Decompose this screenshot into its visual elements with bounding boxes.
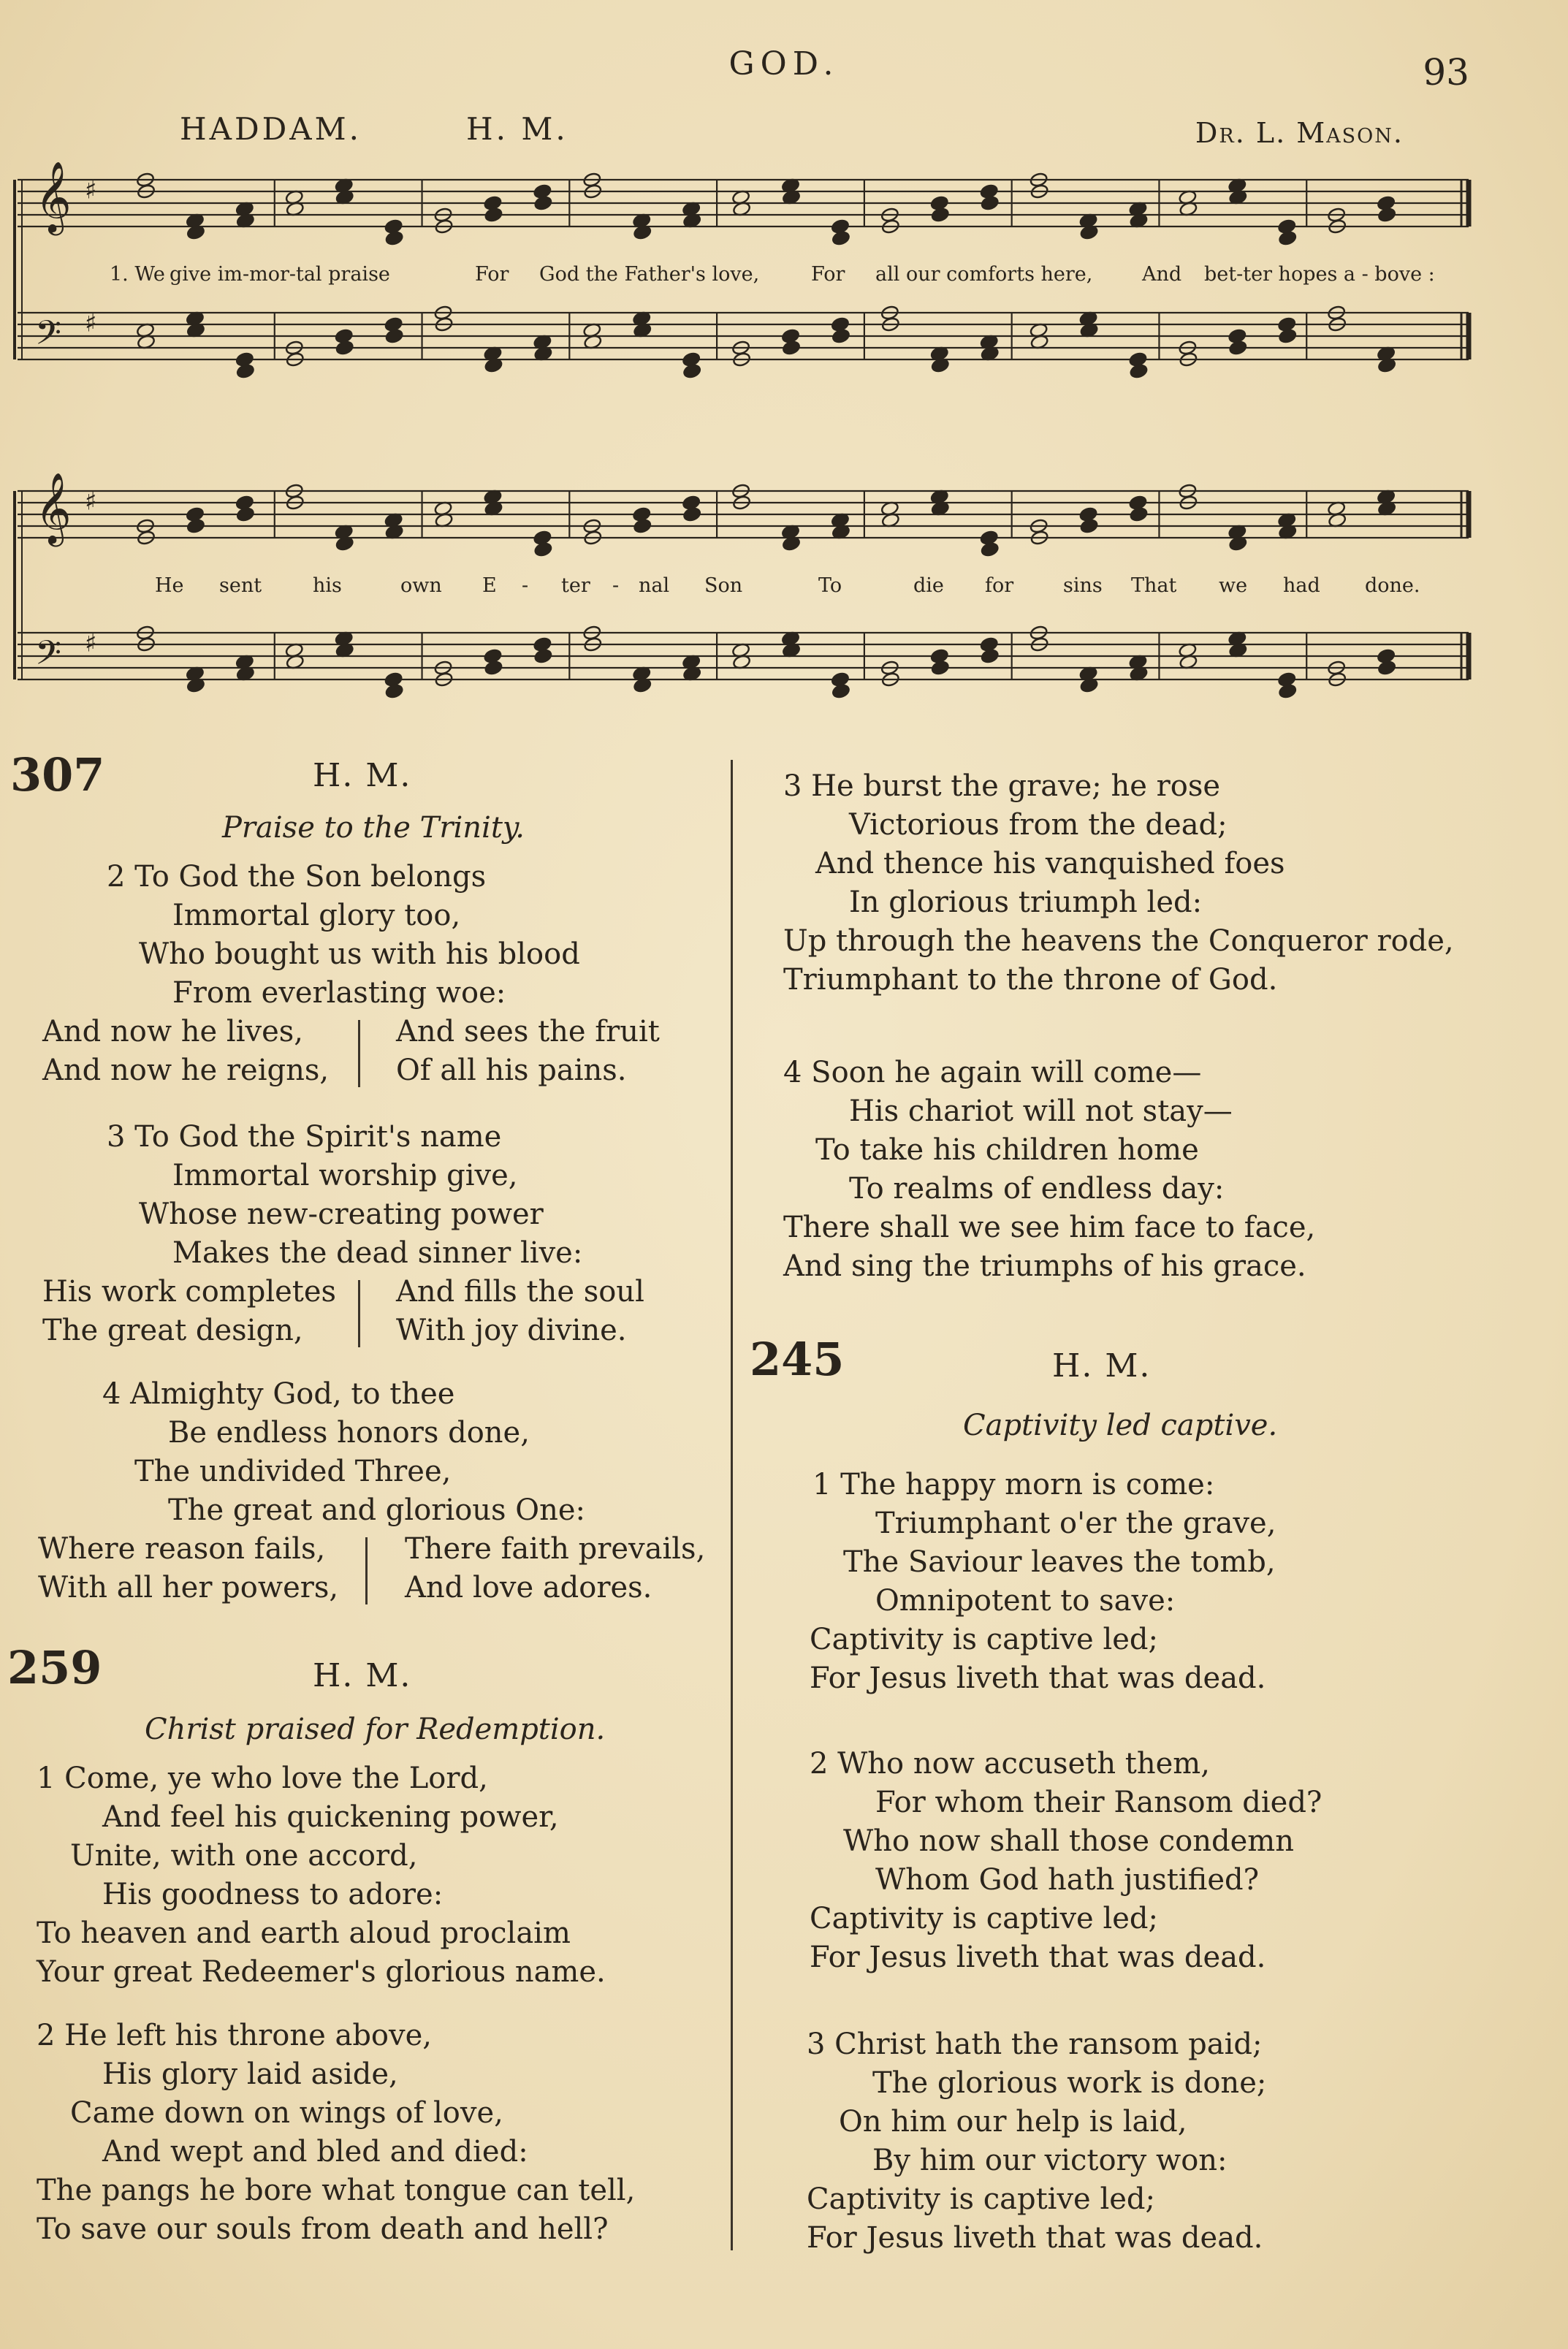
note-head [385, 328, 404, 344]
verse-line: Immortal glory too, [172, 899, 461, 932]
verse-line: To realms of endless day: [849, 1172, 1225, 1206]
note-head [1377, 207, 1396, 223]
note-head [385, 230, 404, 246]
tune-meter: H. M. [466, 111, 568, 147]
lyric-word: 1. We [110, 263, 165, 286]
couplet-divider [358, 1280, 360, 1347]
verse-line: 3 To God the Spirit's name [107, 1120, 502, 1154]
verse-line: Makes the dead sinner live: [172, 1236, 583, 1270]
verse-line: Who bought us with his blood [139, 937, 580, 971]
lyric-word: sins [1063, 574, 1103, 597]
bass-clef-icon: 𝄢 [35, 313, 62, 361]
verse-line: His glory laid aside, [102, 2057, 398, 2091]
verse-line: Who now shall those condemn [843, 1824, 1294, 1858]
verse-line: And feel his quickening power, [102, 1800, 559, 1834]
note-head [931, 660, 950, 676]
note-head [682, 363, 701, 379]
verse-line: 3 Christ hath the ransom paid; [807, 2028, 1263, 2061]
note-head [831, 230, 850, 246]
hymn-meter: H. M. [313, 1657, 412, 1694]
composer: Dr. L. Mason. [1195, 117, 1404, 149]
hymn-number: 259 [7, 1641, 102, 1694]
lyric-word: He [155, 574, 184, 597]
note-head [533, 541, 552, 557]
verse-line: 2 He left his throne above, [37, 2019, 432, 2052]
verse-line: And sees the fruit [396, 1015, 660, 1048]
lyric-word: had [1283, 574, 1320, 597]
verse-line: With joy divine. [396, 1314, 627, 1347]
lyric-word: all our comforts here, [875, 263, 1093, 286]
verse-line: Captivity is captive led; [810, 1902, 1158, 1935]
note-head [782, 340, 801, 356]
note-head [484, 207, 503, 223]
lyric-word: For [475, 263, 509, 286]
verse-line: For Jesus liveth that was dead. [810, 1661, 1266, 1695]
tune-name: HADDAM. [180, 111, 362, 147]
lyric-word: nal [639, 574, 670, 597]
verse-line: For Jesus liveth that was dead. [810, 1941, 1266, 1974]
verse-line: By him our victory won: [872, 2144, 1228, 2177]
verse-line: For Jesus liveth that was dead. [807, 2221, 1263, 2255]
note-head [1377, 660, 1396, 676]
verse-line: For whom their Ransom died? [875, 1786, 1322, 1819]
verse-line: And now he reigns, [42, 1054, 330, 1087]
verse-line: The undivided Three, [134, 1455, 452, 1488]
verse-line: The Saviour leaves the tomb, [843, 1545, 1276, 1579]
verse-line: Triumphant to the throne of God. [783, 963, 1278, 997]
verse-line: His work completes [42, 1275, 337, 1309]
verse-line: With all her powers, [38, 1571, 339, 1604]
verse-line: From everlasting woe: [172, 976, 506, 1010]
verse-line: 3 He burst the grave; he rose [783, 769, 1221, 803]
couplet-divider [365, 1537, 368, 1604]
verse-line: Captivity is captive led; [807, 2182, 1155, 2216]
verse-line: To heaven and earth aloud proclaim [37, 1916, 571, 1950]
verse-line: The glorious work is done; [872, 2066, 1267, 2100]
note-head [682, 506, 701, 522]
lyric-word: give im-mor-tal praise [170, 263, 390, 286]
note-head [236, 506, 255, 522]
verse-line: Whom God hath justified? [875, 1863, 1260, 1897]
verse-line: There shall we see him face to face, [783, 1211, 1316, 1244]
verse-line: The great and glorious One: [168, 1493, 585, 1527]
verse-line: The pangs he bore what tongue can tell, [37, 2174, 636, 2207]
verse-line: Came down on wings of love, [70, 2096, 503, 2130]
verse-line: And fills the soul [396, 1275, 644, 1309]
verse-line: Your great Redeemer's glorious name. [37, 1955, 606, 1989]
verse-line: Immortal worship give, [172, 1159, 518, 1192]
sharp-icon: ♯ [85, 175, 97, 205]
sharp-icon: ♯ [85, 628, 97, 658]
verse-line: Whose new-creating power [139, 1198, 544, 1231]
verse-line: Of all his pains. [396, 1054, 627, 1087]
verse-line: On him our help is laid, [839, 2105, 1187, 2139]
hymn-subtitle: Praise to the Trinity. [222, 811, 525, 845]
bass-clef-icon: 𝄢 [35, 633, 62, 681]
verse-line: And now he lives, [42, 1015, 304, 1048]
hymn-subtitle: Captivity led captive. [963, 1409, 1278, 1442]
note-head [981, 541, 1000, 557]
note-head [1130, 363, 1149, 379]
treble-clef-icon: 𝄞 [35, 472, 72, 544]
lyric-word: die [913, 574, 944, 597]
verse-line: And love adores. [405, 1571, 652, 1604]
verse-line: 2 Who now accuseth them, [810, 1747, 1210, 1781]
verse-line: Victorious from the dead; [849, 808, 1228, 842]
lyric-word: for [985, 574, 1014, 597]
verse-line: And wept and bled and died: [102, 2135, 528, 2169]
page-number: 93 [1423, 51, 1469, 94]
lyric-word: done. [1365, 574, 1420, 597]
verse-line: To take his children home [815, 1133, 1199, 1167]
note-head [1278, 328, 1297, 344]
couplet-divider [358, 1020, 360, 1087]
lyric-word: his [313, 574, 342, 597]
lyric-word: That [1131, 574, 1177, 597]
note-head [981, 648, 1000, 664]
verse-line: Captivity is captive led; [810, 1623, 1158, 1656]
verse-line: To save our souls from death and hell? [37, 2212, 609, 2246]
note-head [1080, 518, 1099, 534]
note-head [533, 648, 552, 664]
lyric-word: sent [219, 574, 262, 597]
lyric-word: E [482, 574, 497, 597]
verse-line: Where reason fails, [38, 1532, 326, 1566]
verse-line: The great design, [42, 1314, 303, 1347]
verse-line: Unite, with one accord, [70, 1839, 418, 1873]
sharp-icon: ♯ [85, 487, 97, 517]
note-head [1228, 340, 1247, 356]
note-head [385, 683, 404, 699]
note-head [335, 340, 354, 356]
note-head [484, 660, 503, 676]
verse-line: 4 Soon he again will come— [783, 1056, 1202, 1089]
verse-line: Triumphant o'er the grave, [875, 1507, 1276, 1540]
note-head [186, 518, 205, 534]
note-head [831, 683, 850, 699]
hymn-meter: H. M. [1052, 1347, 1152, 1385]
note-head [1278, 683, 1297, 699]
note-head [633, 518, 652, 534]
verse-line: And sing the triumphs of his grace. [783, 1249, 1306, 1283]
lyric-word: Son [704, 574, 743, 597]
verse-line: Be endless honors done, [168, 1416, 530, 1450]
verse-line: 2 To God the Son belongs [107, 860, 487, 894]
note-head [931, 207, 950, 223]
treble-clef-icon: 𝄞 [35, 161, 72, 232]
note-head [1130, 506, 1149, 522]
lyric-word: own [400, 574, 442, 597]
lyric-word: - [612, 574, 620, 597]
section-title: GOD. [728, 45, 840, 83]
verse-line: In glorious triumph led: [849, 886, 1203, 919]
verse-line: His chariot will not stay— [849, 1094, 1233, 1128]
note-head [236, 363, 255, 379]
lyric-word: we [1219, 574, 1248, 597]
lyric-word: To [818, 574, 842, 597]
verse-line: 1 Come, ye who love the Lord, [37, 1762, 488, 1795]
verse-line: Up through the heavens the Conqueror rode, [783, 924, 1454, 958]
column-divider [731, 760, 733, 2250]
verse-line: There faith prevails, [405, 1532, 706, 1566]
lyric-word: For [811, 263, 845, 286]
verse-line: 4 Almighty God, to thee [102, 1377, 455, 1411]
verse-line: His goodness to adore: [102, 1878, 444, 1911]
lyric-word: - [522, 574, 529, 597]
note-head [1278, 230, 1297, 246]
hymn-subtitle: Christ praised for Redemption. [145, 1713, 606, 1746]
lyric-word: God the Father's love, [539, 263, 760, 286]
lyric-word: ter [561, 574, 590, 597]
hymn-meter: H. M. [313, 757, 412, 794]
lyric-word: And [1142, 263, 1182, 286]
note-head [533, 195, 552, 211]
verse-line: And thence his vanquished foes [815, 847, 1285, 880]
note-head [831, 328, 850, 344]
lyric-word: bet-ter hopes a - bove : [1204, 263, 1435, 286]
note-head [981, 195, 1000, 211]
sharp-icon: ♯ [85, 308, 97, 338]
verse-line: Omnipotent to save: [875, 1584, 1176, 1618]
verse-line: 1 The happy morn is come: [812, 1468, 1215, 1501]
hymn-number: 307 [10, 748, 105, 802]
hymn-number: 245 [750, 1333, 845, 1386]
